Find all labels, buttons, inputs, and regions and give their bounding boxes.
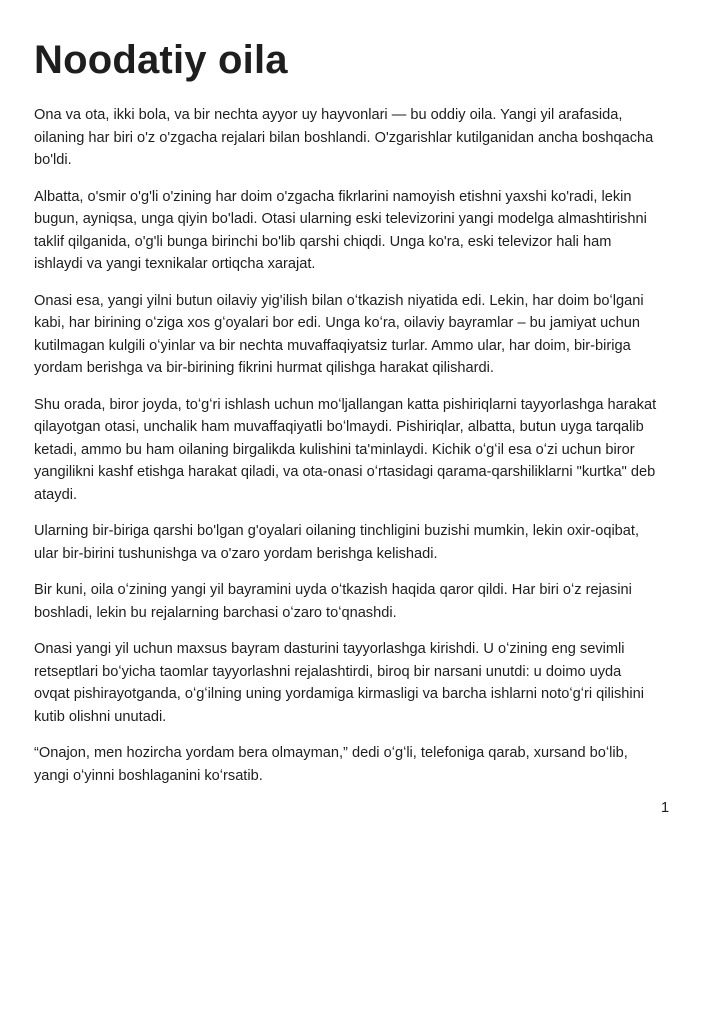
- text-line: kutib olishni unutadi.: [34, 708, 167, 725]
- text-line: retseptlari boʻyicha taomlar tayyorlashni rejalashtirdi, biroq bir narsani unutdi: u doimo uyda: [34, 663, 622, 680]
- text-line: yangilikni kashf etishga harakat qiladi, va ota-onasi oʻrtasidagi qarama-qarshiliklarni "kurtka" deb: [34, 464, 656, 480]
- text-line: ketadi, ammo bu ham oilaning birgalikda kulishini ta'minlaydi. Kichik oʻgʻil esa oʻzi uchun biror: [34, 441, 635, 458]
- paragraph: [34, 104, 699, 172]
- paragraph: [34, 742, 699, 787]
- text-line: ovqat pishirayotganda, oʻgʻilning uning yordamiga kirmasligi va barcha ishlarni notoʻgʻri qilishini: [34, 686, 645, 702]
- document-title: Noodatiy oila: [34, 38, 288, 82]
- text-line: oilaning har biri o'z o'zgacha rejalari bilan boshlandi. O'zgarishlar kutilganidan ancha boshqacha: [34, 129, 654, 146]
- text-line: Onasi esa, yangi yilni butun oilaviy yig'ilish bilan oʻtkazish niyatida edi. Lekin, har doim boʻlgani: [34, 292, 644, 309]
- text-line: qilayotgan otasi, unchalik ham muvaffaqiyatli boʻlmaydi. Pishiriqlar, albatta, butun uyga tarqalib: [34, 419, 644, 435]
- paragraph: [34, 638, 699, 728]
- text-line: Onasi yangi yil uchun maxsus bayram dasturini tayyorlashga kirishdi. U oʻzining eng sevimli: [34, 641, 625, 657]
- text-line: “Onajon, men hozircha yordam bera olmayman,” dedi oʻgʻli, telefoniga qarab, xursand boʻlib,: [34, 745, 628, 761]
- paragraph: [34, 520, 699, 565]
- text-line: Shu orada, biror joyda, toʻgʻri ishlash uchun moʻljallangan katta pishiriqlarni tayyorlashga harakat: [34, 396, 657, 413]
- text-line: kabi, har birining oʻziga xos gʻoyalari bor edi. Unga koʻra, oilaviy bayramlar – bu jamiyat uchun: [34, 315, 640, 331]
- text-line: kutilmagan kulgili oʻyinlar va bir nechta muvaffaqiyatsiz turlar. Ammo ular, har doim, bir-biriga: [34, 337, 631, 354]
- paragraph: [34, 186, 699, 276]
- text-line: yordam berishga va bir-birining fikrini hurmat qilishga harakat qilishardi.: [34, 360, 494, 376]
- text-line: yangi oʻyinni boshlaganini koʻrsatib.: [34, 767, 263, 784]
- page-number: 1: [661, 800, 670, 816]
- text-line: Ularning bir-biriga qarshi bo'lgan g'oyalari oilaning tinchligini buzishi mumkin, lekin oxir-oqibat,: [34, 523, 640, 539]
- text-line: ular bir-birini tushunishga va o'zaro yordam berishga kelishadi.: [34, 545, 438, 562]
- text-line: Ona va ota, ikki bola, va bir nechta ayyor uy hayvonlari — bu oddiy oila. Yangi yil arafasida,: [34, 107, 623, 123]
- paragraph: [34, 579, 699, 624]
- paragraph: [34, 290, 699, 380]
- text-line: ishlaydi va yangi texnikalar ortiqcha xarajat.: [34, 256, 316, 272]
- document-body: [34, 104, 699, 801]
- text-line: Bir kuni, oila oʻzining yangi yil bayramini uyda oʻtkazish haqida qaror qildi. Har biri oʻz rejasini: [34, 582, 632, 598]
- text-line: Albatta, o'smir o'g'li o'zining har doim o'zgacha fikrlarini namoyish etishni yaxshi ko'radi, lekin: [34, 188, 632, 205]
- text-line: taklif qilganida, o'g'li bunga birinchi bo'lib qarshi chiqdi. Unga ko'ra, eski televizor hali ham: [34, 233, 612, 250]
- text-line: bo'ldi.: [34, 152, 72, 168]
- text-line: ataydi.: [34, 486, 77, 503]
- text-line: bugun, ayniqsa, unga qiyin bo'ladi. Otasi ularning eski televizorini yangi modelga almashtirishni: [34, 211, 647, 227]
- paragraph: [34, 394, 699, 507]
- text-line: boshladi, lekin bu rejalarning barchasi oʻzaro toʻqnashdi.: [34, 604, 397, 621]
